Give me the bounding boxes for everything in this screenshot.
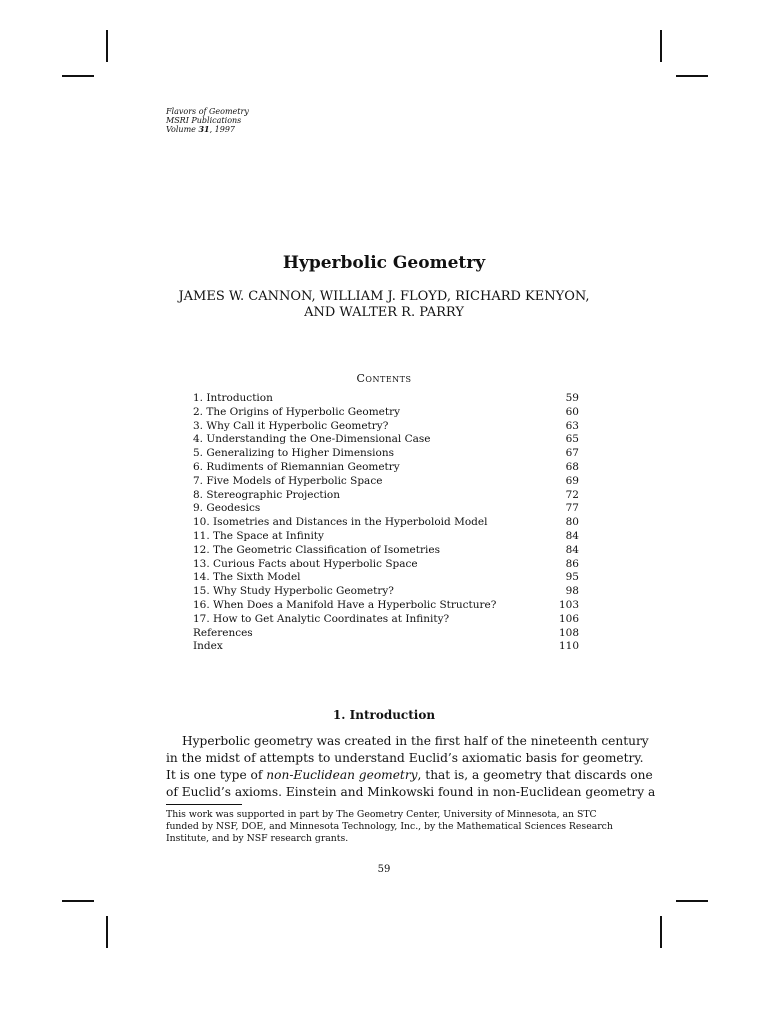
toc-entry — [193, 475, 579, 489]
toc-entry — [193, 613, 579, 627]
toc-entry-page: 103 — [558, 598, 579, 611]
toc-entry-label: 10. Isometries and Distances in the Hyperboloid Model — [193, 516, 488, 529]
toc-entry-page: 59 — [565, 392, 579, 404]
toc-entry-page: 86 — [565, 557, 579, 570]
toc-entry — [193, 627, 579, 641]
crop-mark — [106, 916, 108, 948]
emphasis-term: non-Euclidean geometry — [266, 768, 418, 782]
toc-entry-label: References — [193, 626, 253, 639]
toc-entry-page: 108 — [558, 626, 579, 639]
authors-line-1: JAMES W. CANNON, WILLIAM J. FLOYD, RICHARD KENYON, — [178, 289, 590, 304]
footnote — [166, 809, 613, 845]
toc-entry-label: 17. How to Get Analytic Coordinates at Infinity? — [193, 612, 450, 625]
toc-entry — [193, 461, 579, 475]
paper-title: Hyperbolic Geometry — [282, 253, 486, 273]
publication-header — [166, 107, 249, 134]
toc-entry-label: 15. Why Study Hyperbolic Geometry? — [193, 585, 394, 598]
crop-mark — [62, 900, 94, 902]
paragraph-line: of Euclid’s axioms. Einstein and Minkowski found in non-Euclidean geometry a — [166, 785, 656, 799]
footnote-line: funded by NSF, DOE, and Minnesota Technology, Inc., by the Mathematical Sciences Research — [166, 821, 613, 832]
paragraph-line: in the midst of attempts to understand Euclid’s axiomatic basis for geometry. — [166, 751, 644, 765]
toc-entry — [193, 585, 579, 599]
author-list — [0, 289, 768, 321]
crop-mark — [106, 30, 108, 62]
page-number: 59 — [377, 864, 391, 875]
toc-entry-page: 72 — [565, 488, 579, 501]
toc-entry — [193, 392, 579, 406]
body-paragraph — [166, 733, 656, 801]
toc-entry — [193, 502, 579, 516]
section-heading: 1. Introduction — [332, 708, 436, 722]
toc-entry-label: 6. Rudiments of Riemannian Geometry — [193, 460, 400, 473]
toc-entry-label: 16. When Does a Manifold Have a Hyperbolic Structure? — [193, 598, 497, 611]
toc-entry-page: 60 — [565, 405, 579, 418]
paragraph-line: It is one type of non-Euclidean geometry, that is, a geometry that discards one — [166, 768, 653, 782]
header-volume: Volume 31, 1997 — [166, 124, 236, 134]
toc-entry — [193, 544, 579, 558]
toc-entry-page: 110 — [558, 640, 579, 653]
footnote-rule — [166, 804, 242, 805]
table-of-contents — [193, 392, 579, 654]
crop-mark — [676, 900, 708, 902]
paragraph-line: Hyperbolic geometry was created in the first half of the nineteenth century — [182, 734, 649, 748]
contents-heading: Contents — [356, 372, 412, 385]
volume-number: 31 — [198, 124, 210, 134]
toc-entry — [193, 433, 579, 447]
toc-entry-page: 98 — [565, 585, 579, 598]
toc-entry-label: 12. The Geometric Classification of Isometries — [193, 543, 440, 556]
footnote-line: Institute, and by NSF research grants. — [166, 833, 349, 844]
toc-entry-page: 68 — [565, 460, 579, 473]
toc-entry — [193, 558, 579, 572]
toc-entry-label: 2. The Origins of Hyperbolic Geometry — [193, 405, 401, 418]
toc-entry — [193, 530, 579, 544]
toc-entry-page: 63 — [565, 419, 579, 432]
toc-entry-label: 13. Curious Facts about Hyperbolic Space — [193, 557, 418, 570]
toc-entry — [193, 447, 579, 461]
toc-entry — [193, 516, 579, 530]
toc-entry — [193, 640, 579, 654]
toc-entry — [193, 420, 579, 434]
header-series: Flavors of Geometry — [166, 107, 249, 116]
toc-entry-label: 5. Generalizing to Higher Dimensions — [193, 447, 395, 460]
authors-line-2: AND WALTER R. PARRY — [304, 305, 464, 320]
toc-entry-page: 84 — [565, 543, 579, 556]
toc-entry — [193, 599, 579, 613]
toc-entry-label: 11. The Space at Infinity — [193, 529, 324, 542]
footnote-line: This work was supported in part by The Geometry Center, University of Minnesota, an STC — [166, 809, 597, 820]
toc-entry-label: 9. Geodesics — [193, 502, 261, 515]
crop-mark — [660, 30, 662, 62]
toc-entry — [193, 489, 579, 503]
toc-entry-page: 77 — [565, 502, 579, 515]
toc-entry-page: 80 — [565, 516, 579, 529]
crop-mark — [62, 75, 94, 77]
header-publisher: MSRI Publications — [166, 116, 242, 125]
toc-entry-page: 95 — [565, 571, 579, 584]
toc-entry-label: Index — [193, 640, 223, 653]
crop-mark — [676, 75, 708, 77]
toc-entry — [193, 571, 579, 585]
toc-entry-label: 14. The Sixth Model — [193, 571, 301, 584]
toc-entry-label: 4. Understanding the One-Dimensional Case — [193, 433, 431, 446]
toc-entry-label: 7. Five Models of Hyperbolic Space — [193, 474, 383, 487]
toc-entry-page: 69 — [565, 474, 579, 487]
toc-entry — [193, 406, 579, 420]
toc-entry-page: 67 — [565, 447, 579, 460]
toc-entry-label: 8. Stereographic Projection — [193, 488, 341, 501]
crop-mark — [660, 916, 662, 948]
toc-entry-page: 84 — [565, 529, 579, 542]
toc-entry-label: 1. Introduction — [193, 392, 273, 404]
toc-entry-page: 106 — [558, 612, 579, 625]
toc-entry-label: 3. Why Call it Hyperbolic Geometry? — [193, 419, 389, 432]
toc-entry-page: 65 — [565, 433, 579, 446]
